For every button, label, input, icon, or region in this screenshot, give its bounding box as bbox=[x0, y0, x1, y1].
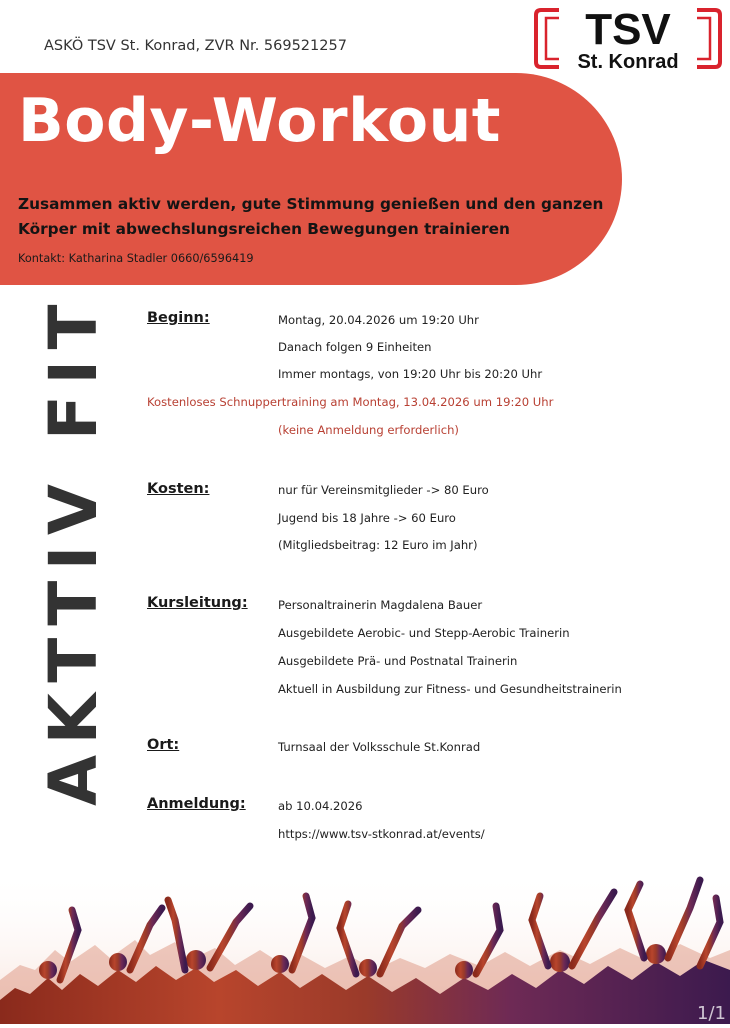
anmeldung-link[interactable]: https://www.tsv-stkonrad.at/events/ bbox=[278, 827, 485, 841]
kosten-label: Kosten: bbox=[147, 481, 210, 497]
page-title: Body-Workout bbox=[18, 86, 501, 156]
anmeldung-date: ab 10.04.2026 bbox=[278, 799, 363, 813]
beginn-label: Beginn: bbox=[147, 310, 210, 326]
kursleitung-line: Ausgebildete Prä- und Postnatal Trainerin bbox=[278, 654, 518, 668]
ort-line: Turnsaal der Volksschule St.Konrad bbox=[278, 740, 481, 754]
beginn-line: Immer montags, von 19:20 Uhr bis 20:20 Uhr bbox=[278, 367, 543, 381]
kosten-line: (Mitgliedsbeitrag: 12 Euro im Jahr) bbox=[278, 538, 478, 552]
no-registration-note: (keine Anmeldung erforderlich) bbox=[278, 423, 459, 437]
subtitle-line-1: Zusammen aktiv werden, gute Stimmung genießen und den ganzen bbox=[18, 195, 604, 213]
kosten-line: Jugend bis 18 Jahre -> 60 Euro bbox=[278, 511, 456, 525]
kursleitung-line: Ausgebildete Aerobic- und Stepp-Aerobic Trainerin bbox=[278, 626, 570, 640]
kosten-line: nur für Vereinsmitglieder -> 80 Euro bbox=[278, 483, 489, 497]
vertical-slogan-text: AKTTIV FIT bbox=[35, 293, 112, 806]
beginn-line: Montag, 20.04.2026 um 19:20 Uhr bbox=[278, 313, 479, 327]
ort-label: Ort: bbox=[147, 737, 180, 753]
logo-main-text: TSV bbox=[585, 5, 671, 54]
beginn-line: Danach folgen 9 Einheiten bbox=[278, 340, 432, 354]
kursleitung-line: Personaltrainerin Magdalena Bauer bbox=[278, 598, 483, 612]
page-indicator: 1/1 bbox=[697, 1003, 726, 1024]
kursleitung-label: Kursleitung: bbox=[147, 595, 248, 611]
kursleitung-line: Aktuell in Ausbildung zur Fitness- und Gesundheitstrainerin bbox=[278, 682, 622, 696]
anmeldung-label: Anmeldung: bbox=[147, 796, 246, 812]
vertical-slogan bbox=[35, 293, 112, 806]
subtitle bbox=[18, 192, 628, 242]
subtitle-line-2: Körper mit abwechslungsreichen Bewegungen trainieren bbox=[18, 220, 510, 238]
tsv-logo bbox=[533, 4, 723, 70]
trial-training-note: Kostenloses Schnuppertraining am Montag, 13.04.2026 um 19:20 Uhr bbox=[147, 395, 554, 409]
contact-info: Kontakt: Katharina Stadler 0660/6596419 bbox=[18, 252, 254, 265]
organization-line: ASKÖ TSV St. Konrad, ZVR Nr. 569521257 bbox=[44, 38, 347, 54]
crowd-silhouette-image bbox=[0, 870, 730, 1024]
logo-sub-text: St. Konrad bbox=[577, 51, 679, 70]
